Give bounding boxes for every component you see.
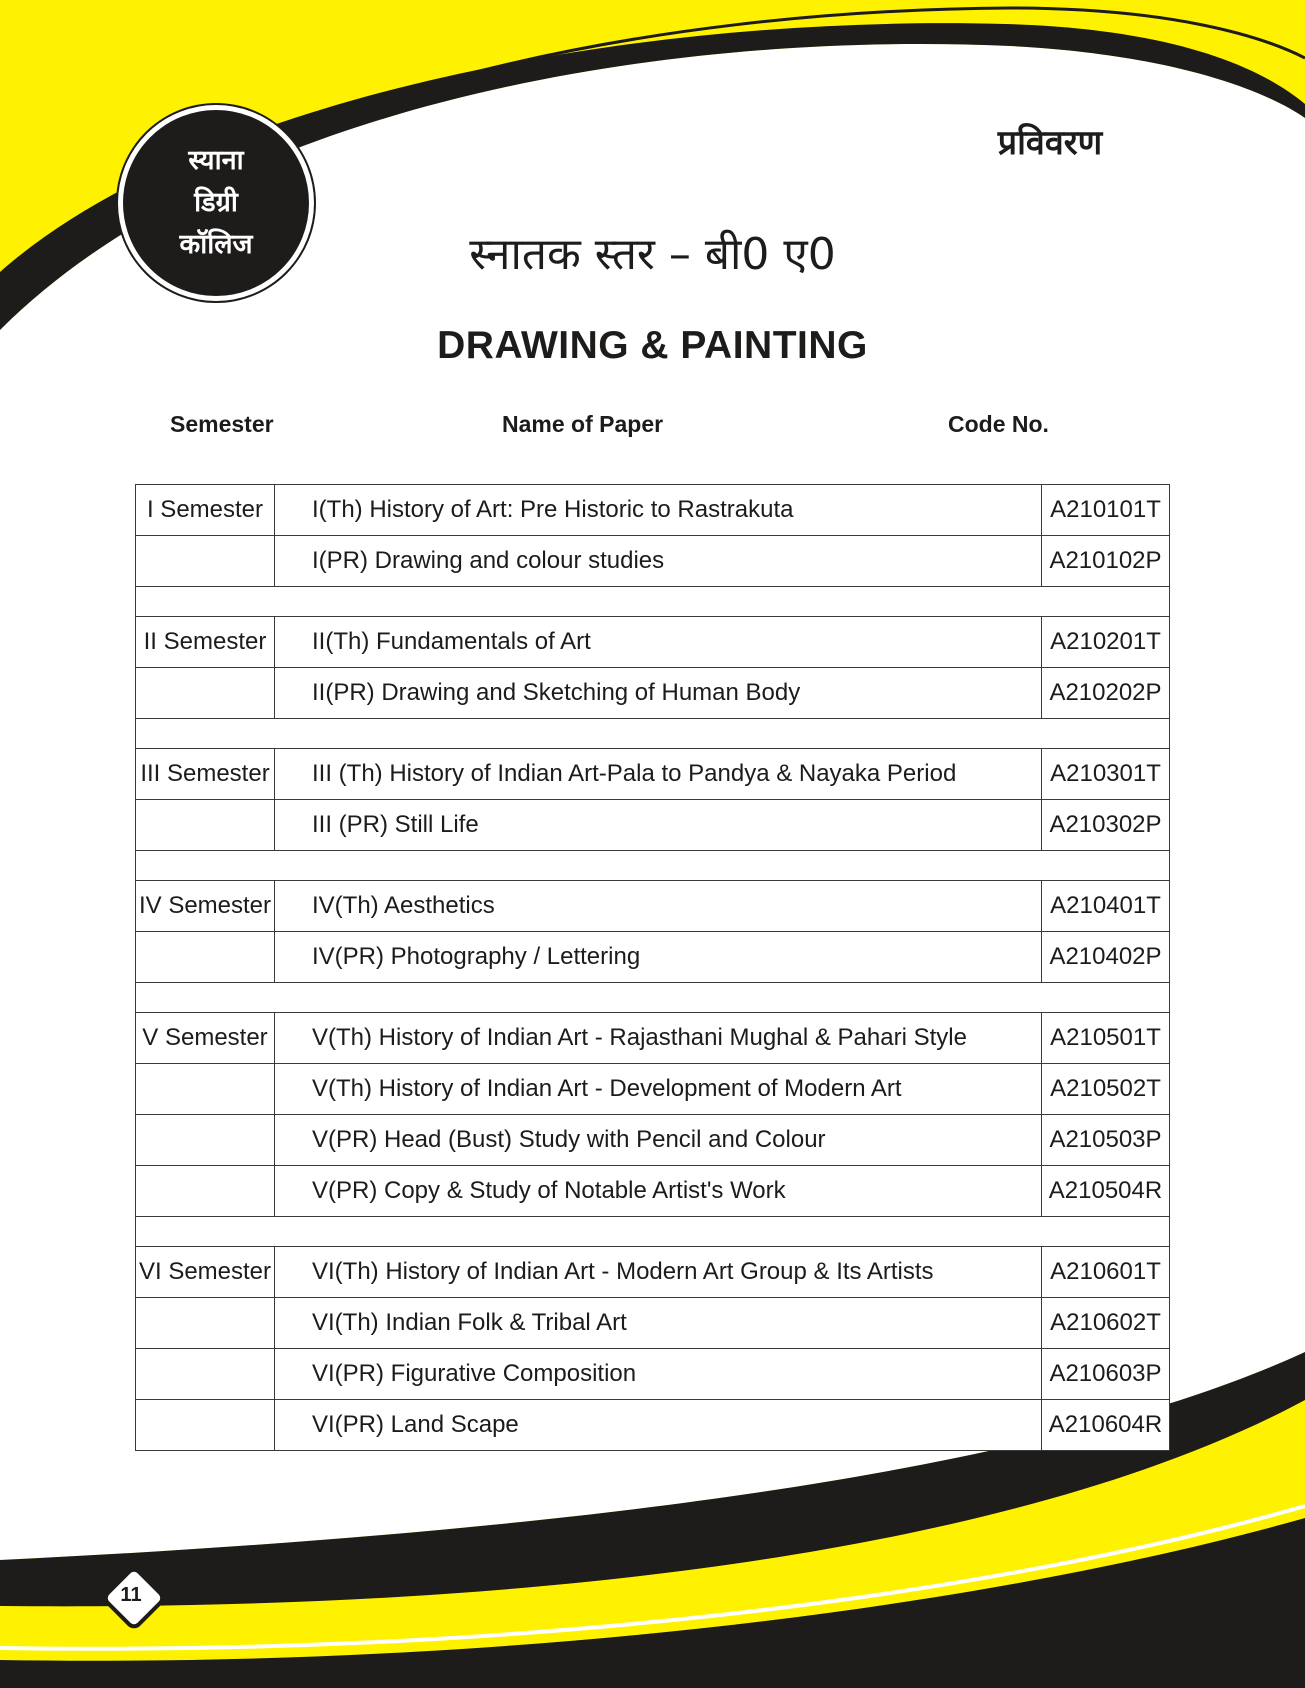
column-header-semester: Semester — [170, 411, 274, 437]
paper-cell: V(PR) Copy & Study of Notable Artist's Work — [275, 1166, 1042, 1217]
table-row — [136, 1400, 1170, 1451]
semester-cell — [136, 1064, 275, 1115]
semester-cell: II Semester — [136, 617, 275, 668]
table-row — [136, 1013, 1170, 1064]
table-row — [136, 932, 1170, 983]
paper-cell: V(Th) History of Indian Art - Rajasthani Mughal & Pahari Style — [275, 1013, 1042, 1064]
spacer-row — [136, 1217, 1170, 1247]
semester-cell — [136, 932, 275, 983]
code-cell: A210504R — [1042, 1166, 1170, 1217]
code-cell: A210101T — [1042, 485, 1170, 536]
semester-cell — [136, 1349, 275, 1400]
semester-cell: IV Semester — [136, 881, 275, 932]
semester-cell — [136, 1400, 275, 1451]
paper-cell: IV(PR) Photography / Lettering — [275, 932, 1042, 983]
code-cell: A210604R — [1042, 1400, 1170, 1451]
semester-cell — [136, 536, 275, 587]
code-cell: A210601T — [1042, 1247, 1170, 1298]
spacer-row — [136, 983, 1170, 1013]
semester-cell — [136, 800, 275, 851]
paper-cell: I(Th) History of Art: Pre Historic to Rastrakuta — [275, 485, 1042, 536]
course-table — [135, 484, 1170, 1451]
table-row — [136, 1247, 1170, 1298]
college-name-line-1: स्याना — [188, 145, 244, 176]
table-row — [136, 536, 1170, 587]
spacer-row — [136, 719, 1170, 749]
semester-cell: III Semester — [136, 749, 275, 800]
table-row — [136, 1166, 1170, 1217]
table-row — [136, 881, 1170, 932]
column-header-paper: Name of Paper — [502, 411, 664, 437]
paper-cell: VI(Th) History of Indian Art - Modern Art Group & Its Artists — [275, 1247, 1042, 1298]
table-row — [136, 1349, 1170, 1400]
code-cell: A210202P — [1042, 668, 1170, 719]
column-header-code: Code No. — [948, 411, 1049, 437]
code-cell: A210402P — [1042, 932, 1170, 983]
subject-title: DRAWING & PAINTING — [437, 324, 868, 367]
table-row — [136, 485, 1170, 536]
code-cell: A210602T — [1042, 1298, 1170, 1349]
table-row — [136, 1298, 1170, 1349]
paper-cell: I(PR) Drawing and colour studies — [275, 536, 1042, 587]
paper-cell: III (Th) History of Indian Art-Pala to Pandya & Nayaka Period — [275, 749, 1042, 800]
college-name-line-2: डिग्री — [194, 187, 238, 218]
code-cell: A210501T — [1042, 1013, 1170, 1064]
semester-cell — [136, 668, 275, 719]
paper-cell: V(PR) Head (Bust) Study with Pencil and Colour — [275, 1115, 1042, 1166]
paper-cell: VI(Th) Indian Folk & Tribal Art — [275, 1298, 1042, 1349]
code-cell: A210502T — [1042, 1064, 1170, 1115]
semester-cell — [136, 1115, 275, 1166]
spacer-row — [136, 851, 1170, 881]
table-row — [136, 617, 1170, 668]
paper-cell: VI(PR) Land Scape — [275, 1400, 1042, 1451]
semester-cell: V Semester — [136, 1013, 275, 1064]
table-row — [136, 800, 1170, 851]
table-row — [136, 1064, 1170, 1115]
degree-title: स्नातक स्तर – बी0 ए0 — [469, 229, 836, 280]
code-cell: A210201T — [1042, 617, 1170, 668]
code-cell: A210401T — [1042, 881, 1170, 932]
paper-cell: III (PR) Still Life — [275, 800, 1042, 851]
table-row — [136, 668, 1170, 719]
paper-cell: IV(Th) Aesthetics — [275, 881, 1042, 932]
prospectus-label: प्रविवरण — [997, 123, 1103, 163]
semester-cell: VI Semester — [136, 1247, 275, 1298]
code-cell: A210102P — [1042, 536, 1170, 587]
paper-cell: II(PR) Drawing and Sketching of Human Body — [275, 668, 1042, 719]
page-number-badge — [102, 1566, 160, 1624]
spacer-row — [136, 587, 1170, 617]
code-cell: A210301T — [1042, 749, 1170, 800]
semester-cell: I Semester — [136, 485, 275, 536]
table-row — [136, 1115, 1170, 1166]
semester-cell — [136, 1298, 275, 1349]
paper-cell: II(Th) Fundamentals of Art — [275, 617, 1042, 668]
college-name-line-3: कॉलिज — [179, 229, 253, 260]
paper-cell: VI(PR) Figurative Composition — [275, 1349, 1042, 1400]
code-cell: A210302P — [1042, 800, 1170, 851]
table-row — [136, 749, 1170, 800]
code-cell: A210603P — [1042, 1349, 1170, 1400]
paper-cell: V(Th) History of Indian Art - Development of Modern Art — [275, 1064, 1042, 1115]
code-cell: A210503P — [1042, 1115, 1170, 1166]
semester-cell — [136, 1166, 275, 1217]
page-number: 11 — [120, 1584, 142, 1606]
